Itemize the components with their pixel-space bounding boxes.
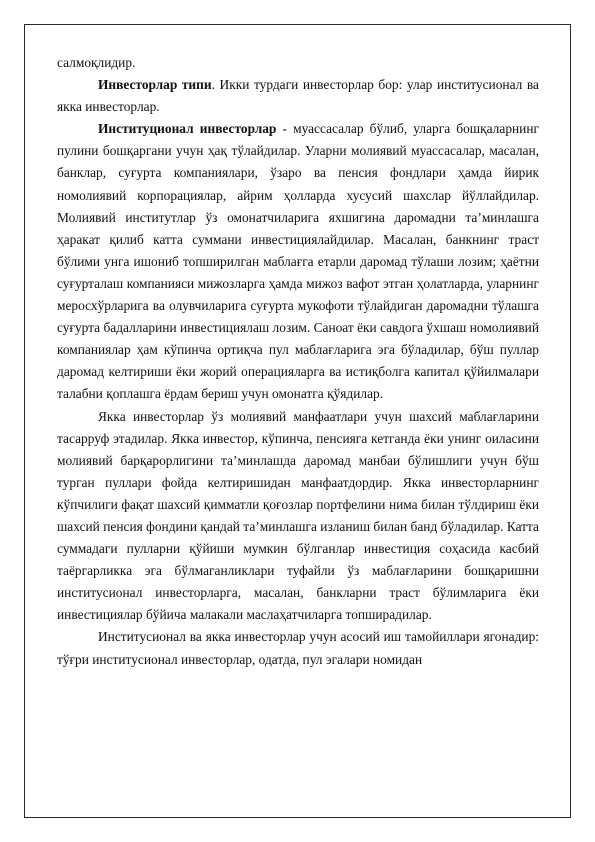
paragraph-text: салмоқлидир. [57, 55, 136, 70]
paragraph-text: - муассасалар бўлиб, уларга бошқаларнинг пулини бошқаргани учун ҳақ тўлайдилар. Уларни молиявий муассасалар, масалан, банклар, суғурта компаниялари, ўзаро ва пенсия фондлари ҳамда йирик номолиявий корпорациялар, айрим ҳолларда хусусий шахслар йўллайдилар. Молиявий институтлар ўз омонатчиларига яхшигина даромадни таʼминлашга ҳаракат қилиб катта суммани инвестициялайдилар. Масалан, банкнинг траст бўлими унга ишониб топширилган маблағга етарли даромад тўлаши лозим; ҳаётни суғурталаш компанияси мижозларга ҳамда мижоз вафот этган ҳолатларда, уларнинг меросхўрларига ва олувчиларига суғурта мукофоти тўлайдиган даромадни тўлашга суғурта бадалларини инвестициялаш лозим. Саноат ёки савдога ўхшаш номолиявий компаниялар ҳам кўпинча ортиқча пул маблағларига эга бўладилар, бўш пуллар даромад келтириши ёки жорий операцияларга ва истиқболга капитал қўйилмалари талабни қоплашга ёрдам бериш учун омонатга қўядилар. [57, 121, 539, 402]
paragraph-individual-investors [57, 406, 539, 627]
document-body [57, 52, 539, 671]
paragraph-common-principles [57, 626, 539, 670]
paragraph-heading: Институционал инвесторлар [98, 121, 277, 137]
paragraph-continuation [57, 52, 539, 74]
paragraph-text: . Икки турдаги инвесторлар бор: улар институсионал ва якка инвесторлар. [57, 77, 539, 115]
paragraph-text: Институсионал ва якка инвесторлар учун асосий иш тамойиллари ягонадир: тўғри институсионал инвесторлар, одатда, пул эгалари номидан [57, 629, 539, 667]
paragraph-text: Якка инвесторлар ўз молиявий манфаатлари учун шахсий маблағларини тасарруф этадилар. Якка инвестор, кўпинча, пенсияга кетганда ёки унинг оиласини молиявий барқарорлигини таʼминлашда даромад манбаи бўлишлиги учун бўш турган пуллари фойда келтиришидан манфаатдордир. Якка инвесторларнинг кўпчилиги фақат шахсий қимматли қоғозлар портфелини нима билан тўлдириш ёки шахсий пенсия фондини қандай таʼминлашга изланиш билан банд бўладилар. Катта суммадаги пулларни қўйиши мумкин бўлганлар инвестиция соҳасида касбий таёргарликка эга бўлмаганликлари туфайли ўз маблағларини бошқаришни институсионал инвесторларга, масалан, банкларни траст бўлимларига ёки инвестициялар бўйича малакали маслаҳатчиларга топширадилар. [57, 408, 539, 623]
paragraph-heading: Инвесторлар типи [98, 77, 212, 93]
paragraph-institutional-investors [57, 118, 539, 405]
paragraph-investor-types [57, 74, 539, 118]
